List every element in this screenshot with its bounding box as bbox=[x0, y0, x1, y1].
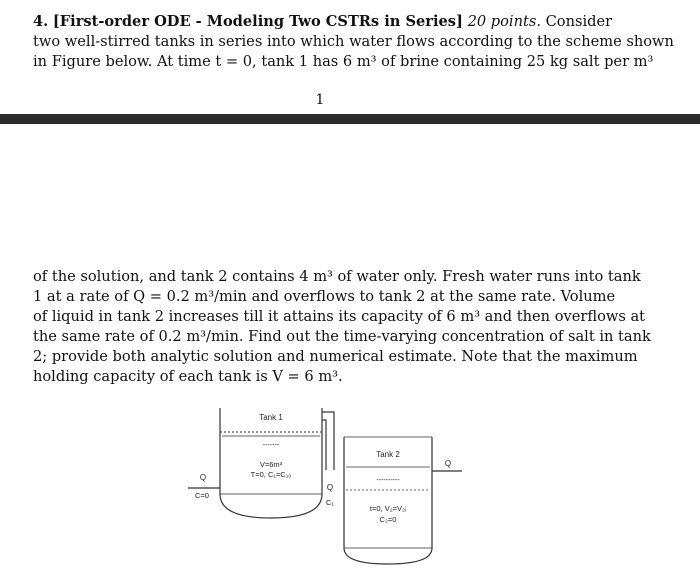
tank-1-volume: V=6m³ bbox=[259, 460, 283, 469]
overflow-pipe bbox=[322, 412, 334, 470]
problem-line: in Figure below. At time t = 0, tank 1 has 6 m³ of brine containing 25 kg salt per m³ bbox=[33, 53, 654, 70]
tank-1-label: Tank 1 bbox=[259, 413, 283, 422]
tank-1-surface-marks: ------- bbox=[262, 442, 280, 449]
problem-line: of the solution, and tank 2 contains 4 m³ of water only. Fresh water runs into tank bbox=[33, 268, 641, 285]
tank-2-condition-2: C₂=0 bbox=[379, 515, 397, 524]
problem-line: Consider bbox=[545, 13, 613, 30]
problem-number: 4. bbox=[33, 13, 49, 30]
problem-points: 20 points. bbox=[467, 13, 541, 30]
problem-line: two well-stirred tanks in series into which water flows according to the scheme shown bbox=[33, 33, 674, 50]
mid-concentration-label: C₁ bbox=[326, 498, 334, 507]
mid-flow-label: Q bbox=[326, 483, 334, 492]
problem-line: the same rate of 0.2 m³/min. Find out the time-varying concentration of salt in tank bbox=[33, 328, 651, 345]
tank-2-label: Tank 2 bbox=[376, 450, 400, 459]
problem-line: 1 at a rate of Q = 0.2 m³/min and overflows to tank 2 at the same rate. Volume bbox=[33, 288, 616, 305]
problem-title: [First-order ODE - Modeling Two CSTRs in Series] bbox=[52, 13, 463, 30]
problem-line: of liquid in tank 2 increases till it attains its capacity of 6 m³ and then overflows at bbox=[33, 308, 646, 325]
problem-line: 2; provide both analytic solution and numerical estimate. Note that the maximum bbox=[33, 348, 638, 365]
outlet-flow-label: Q bbox=[444, 459, 452, 468]
tank-2-condition-1: t=0, V₂=V₂ᵢ bbox=[369, 504, 407, 513]
problem-line: holding capacity of each tank is V = 6 m³. bbox=[33, 368, 343, 385]
inlet-flow-label: Q bbox=[199, 473, 207, 482]
tank-1-condition: T=0, C₁=C₁₀ bbox=[250, 470, 292, 479]
tank-2-surface-marks: ---------- bbox=[376, 477, 400, 484]
page-number: 1 bbox=[315, 92, 325, 108]
inlet-concentration-label: C=0 bbox=[195, 491, 209, 500]
